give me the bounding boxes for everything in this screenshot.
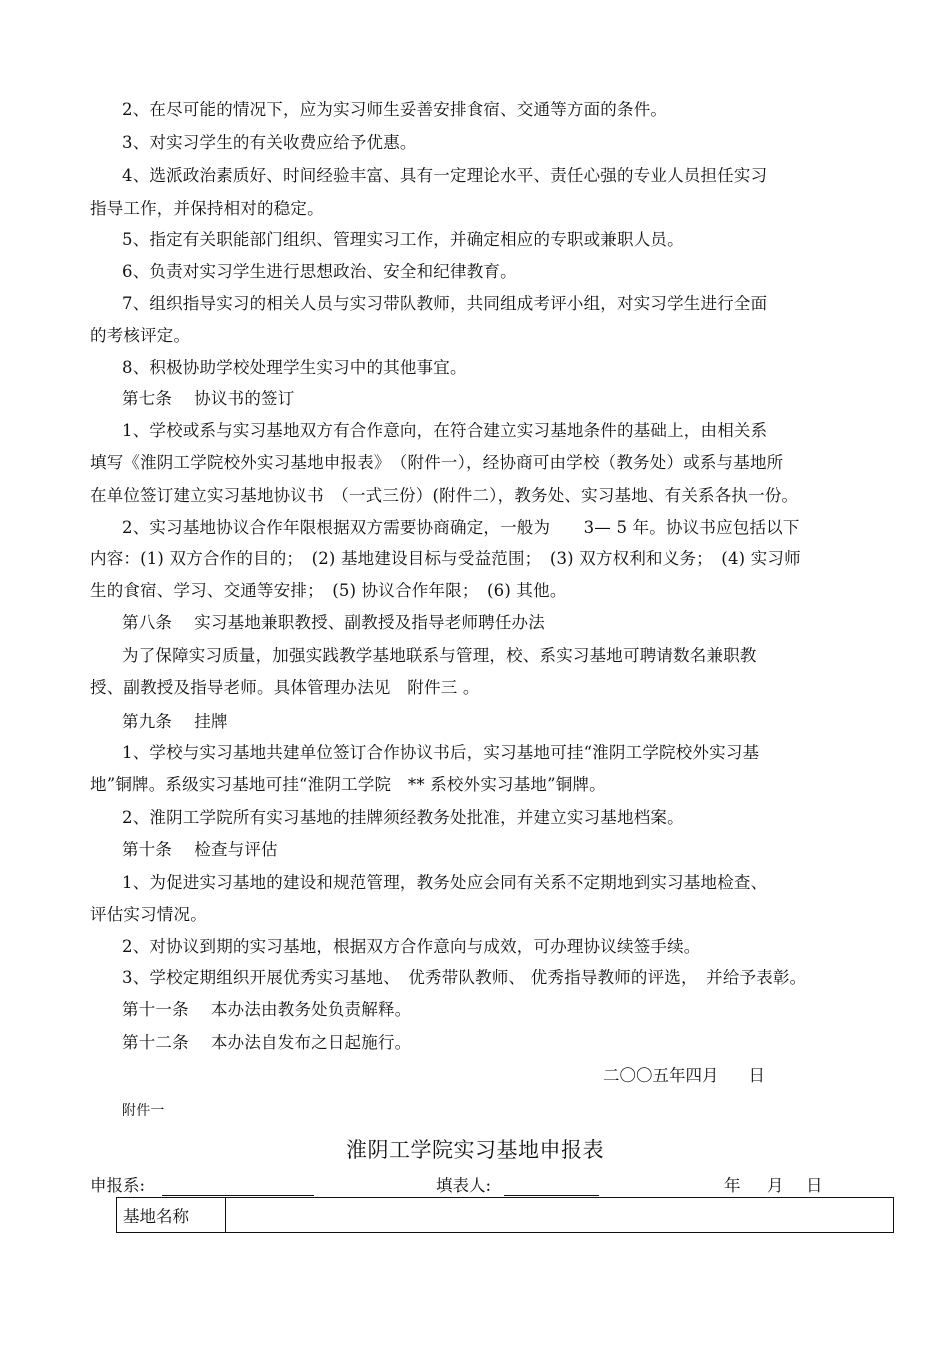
text-line: 2、实习基地协议合作年限根据双方需要协商确定，一般为 3— 5 年。协议书应包括以下: [122, 518, 800, 537]
text-line: 地”铜牌。系级实习基地可挂“淮阴工学院 ** 系校外实习基地”铜牌。: [90, 775, 606, 794]
attachment-label: 附件一: [122, 1103, 165, 1119]
base-name-value[interactable]: [226, 1198, 894, 1233]
text-line: 填写《淮阴工学院校外实习基地申报表》 （附件一），经协商可由学校（教务处）或系与基地所: [90, 453, 784, 472]
form-year-label: 年: [724, 1176, 741, 1195]
text-line: 内容：(1) 双方合作的目的； (2) 基地建设目标与受益范围； (3) 双方权利和义务； (4) 实习师: [90, 549, 801, 568]
text-line: 1、为促进实习基地的建设和规范管理，教务处应会同有关系不定期地到实习基地检查、: [122, 873, 768, 892]
text-line: 8、积极协助学校处理学生实习中的其他事宜。: [122, 358, 467, 377]
dept-label: 申报系:: [90, 1176, 146, 1195]
text-line: 2、对协议到期的实习基地，根据双方合作意向与成效，可办理协议续签手续。: [122, 937, 701, 956]
section-heading: 第十二条 本办法自发布之日起施行。: [122, 1033, 412, 1052]
section-heading: 第十一条 本办法由教务处负责解释。: [122, 1000, 412, 1019]
text-line: 5、指定有关职能部门组织、管理实习工作，并确定相应的专职或兼职人员。: [122, 230, 684, 249]
text-line: 6、负责对实习学生进行思想政治、安全和纪律教育。: [122, 262, 517, 281]
issue-date: [603, 1066, 765, 1086]
filler-label: 填表人:: [436, 1176, 492, 1195]
base-name-label: 基地名称: [117, 1198, 226, 1233]
text-line: 3、学校定期组织开展优秀实习基地、 优秀带队教师、 优秀指导教师的评选， 并给予表彰。: [122, 968, 807, 987]
text-line: 的考核评定。: [90, 326, 191, 345]
issue-date-day: 日: [748, 1066, 765, 1085]
text-line: 评估实习情况。: [90, 905, 207, 924]
form-title: 淮阴工学院实习基地申报表: [346, 1138, 604, 1162]
section-heading: 第八条 实习基地兼职教授、副教授及指导老师聘任办法: [122, 613, 545, 632]
dept-blank[interactable]: [162, 1177, 314, 1196]
text-line: 在单位签订建立实习基地协议书 （一式三份）(附件二），教务处、实习基地、有关系各执一份。: [90, 486, 799, 505]
text-line: 2、淮阴工学院所有实习基地的挂牌须经教务处批准，并建立实习基地档案。: [122, 808, 684, 827]
text-line: 指导工作，并保持相对的稳定。: [90, 199, 324, 218]
form-month-label: 月: [767, 1176, 784, 1195]
text-line: 4、选派政治素质好、时间经验丰富、具有一定理论水平、责任心强的专业人员担任实习: [122, 166, 768, 185]
text-line: 授、副教授及指导老师。具体管理办法见 附件三 。: [90, 678, 480, 697]
filler-field: [436, 1176, 599, 1196]
issue-date-main: 二〇〇五年四月: [603, 1066, 719, 1085]
section-heading: 第十条 检查与评估: [122, 840, 278, 859]
text-line: 为了保障实习质量，加强实践教学基地联系与管理，校、系实习基地可聘请数名兼职教: [122, 646, 757, 665]
section-heading: 第七条 协议书的签订: [122, 389, 295, 408]
text-line: 2、在尽可能的情况下，应为实习师生妥善安排食宿、交通等方面的条件。: [122, 100, 668, 119]
text-line: 3、对实习学生的有关收费应给予优惠。: [122, 133, 417, 152]
text-line: 7、组织指导实习的相关人员与实习带队教师，共同组成考评小组，对实习学生进行全面: [122, 294, 768, 313]
form-day-label: 日: [806, 1176, 823, 1195]
text-line: 1、学校与实习基地共建单位签订合作协议书后，实习基地可挂“淮阴工学院校外实习基: [122, 743, 760, 762]
application-table: [116, 1197, 894, 1233]
form-date-field: [724, 1176, 823, 1196]
text-line: 1、学校或系与实习基地双方有合作意向，在符合建立实习基地条件的基础上，由相关系: [122, 421, 768, 440]
text-line: 生的食宿、学习、交通等安排； (5) 协议合作年限； (6) 其他。: [90, 581, 567, 600]
dept-field: [90, 1176, 314, 1196]
filler-blank[interactable]: [504, 1177, 599, 1196]
section-heading: 第九条 挂牌: [122, 712, 228, 731]
table-row: [117, 1198, 894, 1233]
